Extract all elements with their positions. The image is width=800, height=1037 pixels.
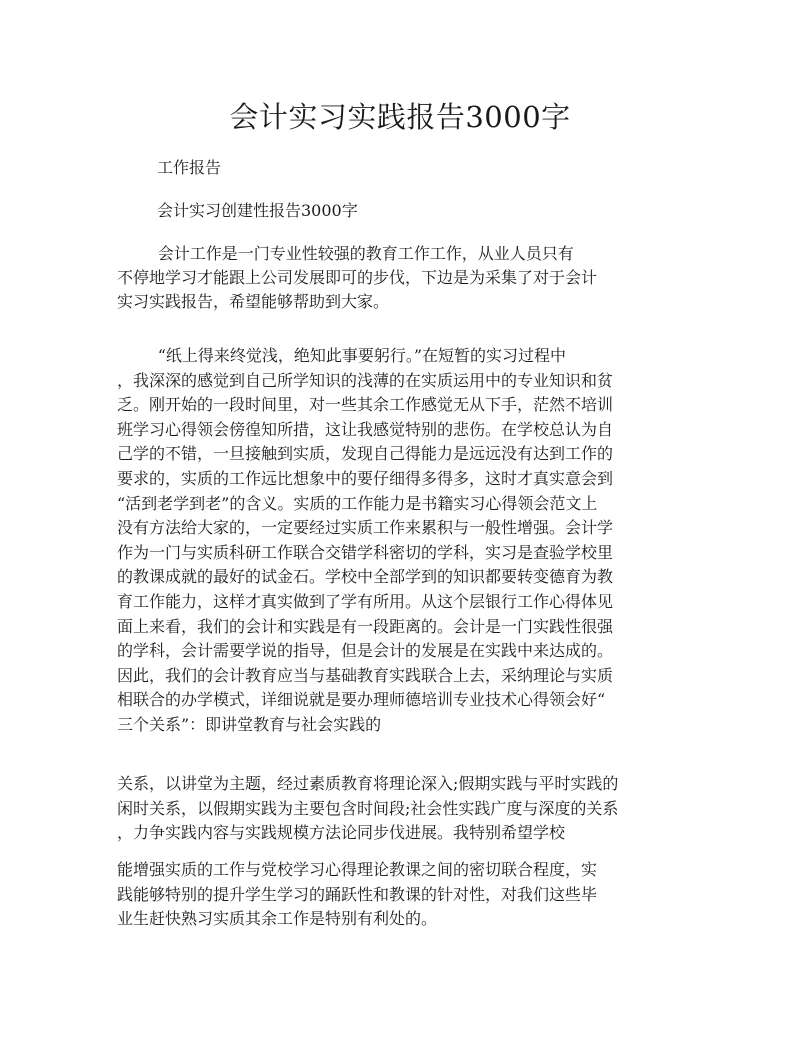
paragraph-line: ，我深深的感觉到自己所学知识的浅薄的在实质运用中的专业知识和贫 — [117, 370, 614, 390]
document-category: 工作报告 — [157, 158, 222, 177]
paragraph-line: 能增强实质的工作与党校学习心得理论教课之间的密切联合程度，实 — [117, 860, 598, 879]
paragraph-line: 的教课成就的最好的试金石。学校中全部学到的知识都要转变德育为教 — [117, 567, 614, 587]
paragraph-line: ，力争实践内容与实践规模方法论同步伐进展。我特别希望学校 — [117, 823, 566, 843]
paragraph-line: “纸上得来终觉浅，绝知此事要躬行。”在短暂的实习过程中 — [117, 346, 567, 365]
closing-paragraph — [117, 858, 697, 932]
paragraph-line: 班学习心得领会傍徨知所措，这让我感觉特别的悲伤。在学校总认为自 — [117, 419, 614, 439]
paragraph-line: 会计工作是一门专业性较强的教育工作工作，从业人员只有 — [117, 244, 574, 263]
paragraph-line: 因此，我们的会计教育应当与基础教育实践联合上去，采纳理论与实质 — [117, 665, 614, 685]
paragraph-line: 闲时关系，以假期实践为主要包含时间段;社会性实践广度与深度的关系 — [117, 798, 619, 818]
document-title: 会计实习实践报告3000字 — [229, 100, 571, 134]
paragraph-line: 作为一门与实质科研工作联合交错学科密切的学科，实习是查验学校里 — [117, 542, 614, 562]
body-paragraph — [117, 344, 697, 738]
paragraph-line: 实习实践报告，希望能够帮助到大家。 — [117, 292, 390, 311]
document-subtitle: 会计实习创建性报告3000字 — [157, 201, 358, 220]
paragraph-line: 育工作能力，这样才真实做到了学有所用。从这个层银行工作心得体见 — [117, 591, 614, 611]
paragraph-line: 业生赶快熟习实质其余工作是特别有利处的。 — [117, 909, 438, 929]
paragraph-line: 乏。刚开始的一段时间里，对一些其余工作感觉无从下手，茫然不培训 — [117, 395, 614, 415]
paragraph-line: 己学的不错，一旦接触到实质，发现自己得能力是远远没有达到工作的 — [117, 444, 614, 464]
paragraph-line: 面上来看，我们的会计和实践是有一段距离的。会计是一门实践性很强 — [117, 616, 614, 636]
paragraph-line: 没有方法给大家的，一定要经过实质工作来累积与一般性增强。会计学 — [117, 518, 614, 538]
paragraph-line: 相联合的办学模式，详细说就是要办理师德培训专业技术心得领会好“ — [117, 690, 606, 710]
paragraph-line: “活到老学到老”的含义。实质的工作能力是书籍实习心得领会范文上 — [117, 493, 598, 513]
paragraph-line: 践能够特别的提升学生学习的踊跃性和教课的针对性，对我们这些毕 — [117, 884, 598, 904]
intro-paragraph — [117, 242, 697, 314]
relations-paragraph — [117, 772, 697, 846]
paragraph-line: 不停地学习才能跟上公司发展即可的步伐，下边是为采集了对于会计 — [117, 268, 598, 287]
paragraph-line: 关系，以讲堂为主题，经过素质教育将理论深入;假期实践与平时实践的 — [117, 774, 619, 793]
paragraph-line: 要求的，实质的工作远比想象中的要仔细得多得多，这时才真实意会到 — [117, 468, 614, 488]
paragraph-line: 的学科，会计需要学说的指导，但是会计的发展是在实践中来达成的。 — [117, 641, 614, 661]
paragraph-line: 三个关系”：即讲堂教育与社会实践的 — [117, 714, 382, 734]
